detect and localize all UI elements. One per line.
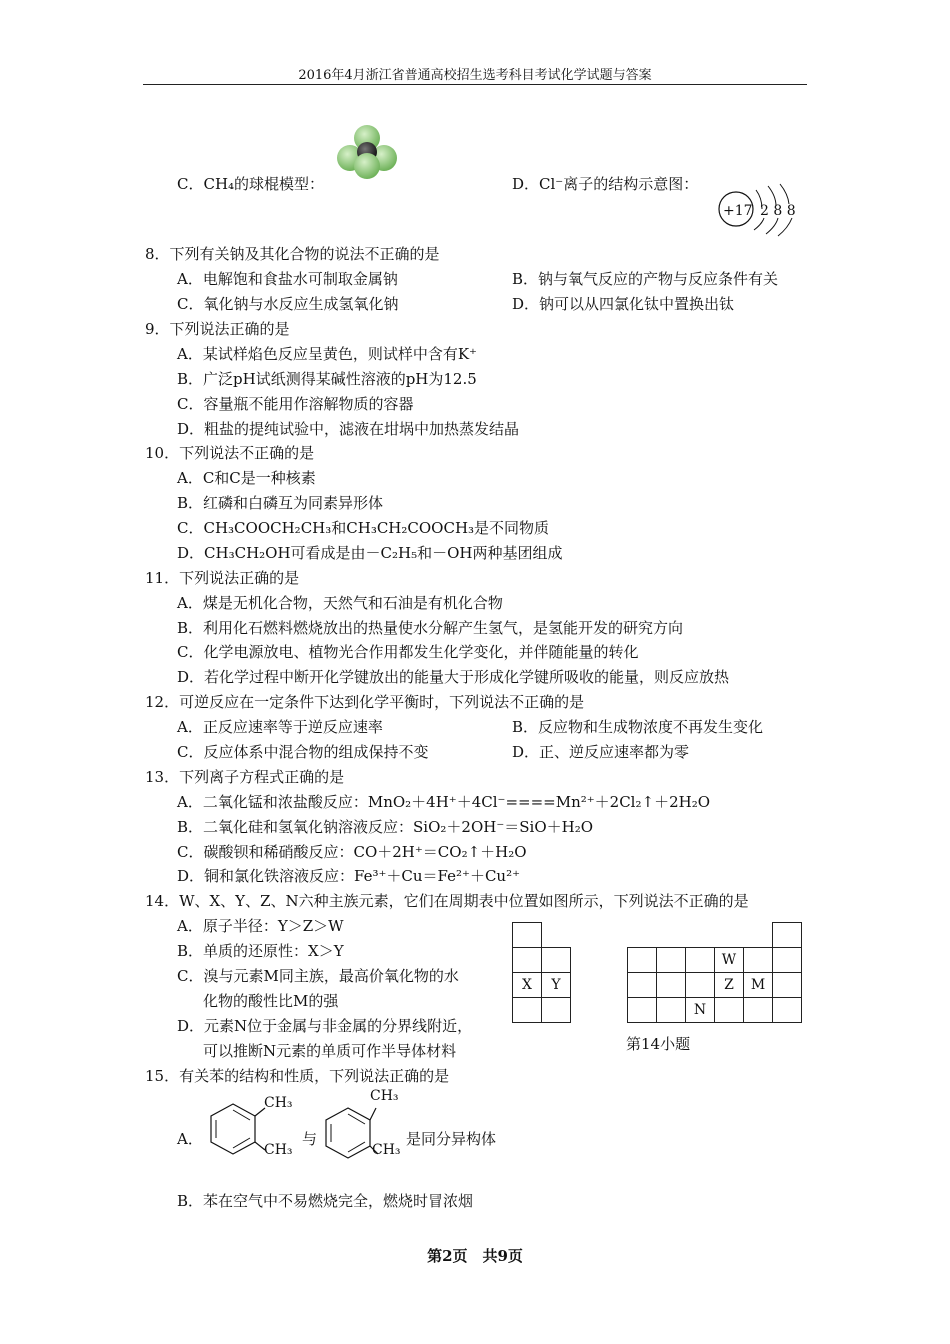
- q9-option-d: D．粗盐的提纯试验中，滤液在坩埚中加热蒸发结晶: [177, 420, 520, 438]
- q7-option-d: D．Cl⁻离子的结构示意图：: [512, 175, 699, 193]
- q13-option-b: B．二氧化硅和氢氧化钠溶液反应：SiO₂＋2OH⁻＝SiO＋H₂O: [177, 818, 594, 836]
- page-footer: 第2页 共9页: [427, 1247, 523, 1265]
- q8-option-d: D．钠可以从四氯化钛中置换出钛: [512, 295, 735, 313]
- cl-nucleus-charge: +17: [723, 203, 753, 219]
- periodic-table-fragment: [512, 922, 802, 1023]
- q9-option-b: B．广泛pH试纸测得某碱性溶液的pH为12.5: [177, 370, 477, 388]
- cell-w: W: [715, 948, 744, 973]
- q14-option-c-line1: C．溴与元素M同主族，最高价氧化物的水: [177, 967, 459, 985]
- q13-option-d: D．铜和氯化铁溶液反应：Fe³⁺＋Cu＝Fe²⁺＋Cu²⁺: [177, 867, 521, 885]
- m-xylene-ch3-top: CH₃: [370, 1088, 399, 1104]
- figure-caption: 第14小题: [626, 1035, 691, 1053]
- q10-stem: 10．下列说法不正确的是: [145, 444, 315, 462]
- cell-n: N: [686, 998, 715, 1023]
- q8-option-b: B．钠与氧气反应的产物与反应条件有关: [512, 270, 779, 288]
- q12-stem: 12．可逆反应在一定条件下达到化学平衡时，下列说法不正确的是: [145, 693, 585, 711]
- q12-option-c: C．反应体系中混合物的组成保持不变: [177, 743, 429, 761]
- q15-option-a-with: 与: [302, 1130, 318, 1148]
- q11-option-a: A．煤是无机化合物，天然气和石油是有机化合物: [177, 594, 503, 612]
- q10-option-c: C．CH₃COOCH₂CH₃和CH₃CH₂COOCH₃是不同物质: [177, 519, 550, 537]
- q15-stem: 15．有关苯的结构和性质，下列说法正确的是: [145, 1067, 450, 1085]
- q9-option-a: A．某试样焰色反应呈黄色，则试样中含有K⁺: [177, 345, 477, 363]
- ch4-ball-stick-model: [332, 122, 402, 180]
- q10-option-a: A．C和C是一种核素: [177, 469, 316, 487]
- q15-option-a-label: A．: [177, 1130, 203, 1148]
- q12-option-d: D．正、逆反应速率都为零: [512, 743, 690, 761]
- q13-option-a: A．二氧化锰和浓盐酸反应：MnO₂＋4H⁺＋4Cl⁻====Mn²⁺＋2Cl₂↑＋2H₂O: [177, 793, 710, 811]
- q9-option-c: C．容量瓶不能用作溶解物质的容器: [177, 395, 414, 413]
- o-xylene-structure: [205, 1094, 269, 1166]
- header-rule: [143, 84, 807, 85]
- cell-z: Z: [715, 973, 744, 998]
- q11-option-c: C．化学电源放电、植物光合作用都发生化学变化，并伴随能量的转化: [177, 643, 639, 661]
- cell-x: X: [513, 973, 542, 998]
- q13-option-c: C．碳酸钡和稀硝酸反应：CO＋2H⁺＝CO₂↑＋H₂O: [177, 843, 527, 861]
- q11-stem: 11．下列说法正确的是: [145, 569, 300, 587]
- cell-y: Y: [542, 973, 571, 998]
- cl-electron-shells: 2 8 8: [760, 203, 796, 219]
- q13-stem: 13．下列离子方程式正确的是: [145, 768, 345, 786]
- q7-option-c: C．CH₄的球棍模型：: [177, 175, 325, 193]
- q14-option-c-line2: 化物的酸性比M的强: [203, 992, 339, 1010]
- o-xylene-ch3-top: CH₃: [264, 1095, 293, 1111]
- q8-option-c: C．氧化钠与水反应生成氢氧化钠: [177, 295, 399, 313]
- q9-stem: 9．下列说法正确的是: [145, 320, 290, 338]
- q14-stem: 14．W、X、Y、Z、N六种主族元素，它们在周期表中位置如图所示，下列说法不正确的是: [145, 892, 749, 910]
- q14-option-d-line2: 可以推断N元素的单质可作半导体材料: [203, 1042, 457, 1060]
- o-xylene-ch3-bottom: CH₃: [264, 1142, 293, 1158]
- m-xylene-ch3-bottom: CH₃: [372, 1142, 401, 1158]
- q12-option-b: B．反应物和生成物浓度不再发生变化: [512, 718, 764, 736]
- q14-option-d-line1: D．元素N位于金属与非金属的分界线附近，: [177, 1017, 473, 1035]
- q8-option-a: A．电解饱和食盐水可制取金属钠: [177, 270, 398, 288]
- cell-m: M: [744, 973, 773, 998]
- q14-option-a: A．原子半径：Y＞Z＞W: [177, 917, 344, 935]
- page-header: 2016年4月浙江省普通高校招生选考科目考试化学试题与答案: [298, 68, 652, 83]
- q10-option-b: B．红磷和白磷互为同素异形体: [177, 494, 384, 512]
- q10-option-d: D．CH₃CH₂OH可看成是由－C₂H₅和－OH两种基团组成: [177, 544, 563, 562]
- q8-stem: 8．下列有关钠及其化合物的说法不正确的是: [145, 245, 440, 263]
- q15-option-b: B．苯在空气中不易燃烧完全，燃烧时冒浓烟: [177, 1192, 474, 1210]
- q15-option-a-tail: 是同分异构体: [406, 1130, 497, 1148]
- q11-option-b: B．利用化石燃料燃烧放出的热量使水分解产生氢气，是氢能开发的研究方向: [177, 619, 684, 637]
- q14-option-b: B．单质的还原性：X＞Y: [177, 942, 344, 960]
- q12-option-a: A．正反应速率等于逆反应速率: [177, 718, 383, 736]
- q11-option-d: D．若化学过程中断开化学键放出的能量大于形成化学键所吸收的能量，则反应放热: [177, 668, 730, 686]
